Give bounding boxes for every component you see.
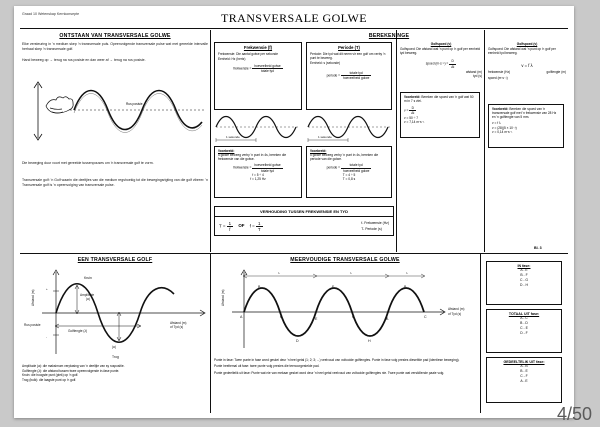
- wavespeed-2-example-title: Voorbeeld:: [492, 107, 509, 111]
- frequency-example-den: totale tyd: [260, 168, 274, 173]
- wavespeed-2-example-text: Bereken die spoed van 'n transversale golf met 'n frekwensie van 28 Hz en 'n golflengte van 5 mm.: [492, 107, 557, 120]
- left-para-4: Transversale golf: 'n Golf waarin die deeltjies van die medium regshoekig tot die bewegingsrigting van die golf vibreer. 'n Transversale golf is 'n opeenvolging van transversale pulse.: [22, 178, 208, 187]
- phase-totaal-row-3: D - F: [520, 330, 528, 335]
- svg-text:1 sekonde: 1 sekonde: [318, 135, 332, 139]
- multi-wave-definitions: [214, 358, 474, 375]
- page-title-text: TRANSVERSALE GOLWE: [221, 11, 367, 25]
- period-example-text: 5 golwe beweeg verby 'n punt in 4s, bereken die periode van die golwe.: [310, 153, 379, 162]
- period-formula-fraction: [341, 71, 371, 80]
- wavespeed-2-label-wavelength: golflengte (m): [546, 69, 566, 74]
- phase-gedeeltelik-row-2: C - F: [520, 373, 528, 378]
- relation-eq-left-frac: [227, 221, 233, 232]
- svg-text:Afstand (m): Afstand (m): [31, 289, 35, 306]
- relation-eq-right: f =: [249, 223, 255, 229]
- svg-text:1 sekonde: 1 sekonde: [226, 135, 240, 139]
- relation-eq-left-num: 1: [228, 220, 232, 226]
- svg-text:F: F: [332, 285, 335, 289]
- svg-text:A: A: [386, 317, 389, 321]
- phase-gedeeltelik-row-1: B - E: [520, 368, 528, 373]
- single-wave-heading: EEN TRANSVERSALE GOLF: [77, 257, 153, 263]
- period-example-calc: T = 4 ÷ 5: [342, 172, 356, 177]
- wavespeed-2-example-box: [488, 104, 564, 148]
- period-formula-lhs: periode =: [326, 73, 341, 78]
- relation-box: [214, 206, 394, 236]
- section-divider-horizontal: [20, 253, 568, 254]
- title-divider: [20, 28, 568, 29]
- period-example-num: totale tyd: [341, 163, 371, 168]
- worksheet-page: [14, 6, 574, 418]
- frequency-period-waveforms: [214, 110, 392, 144]
- column-divider-4: [210, 253, 211, 413]
- wavespeed-1-line1-den: Δt: [411, 111, 415, 116]
- wave-illustration: [22, 66, 208, 156]
- wavespeed-2-heading: Golfspoed (v): [516, 42, 538, 46]
- wavespeed-1-frac-num: D: [449, 59, 456, 64]
- phase-gedeeltelik-row-0: A - B: [520, 364, 528, 368]
- wavespeed-1-note-num: afstand (m): [465, 69, 482, 74]
- svg-text:of Tyd (s): of Tyd (s): [448, 312, 462, 316]
- single-wave-def-0: Amplitude (a): die maksimum verplasing van 'n deeltjie van sy ruspositie.: [22, 364, 125, 368]
- left-para-2: Hand beweeg op → terug na rus posisie en dan weer af → terug na rus posisie.: [22, 58, 146, 62]
- phase-in-row-2: C - G: [519, 277, 529, 282]
- single-wave-def-2: Kruin: die hoogste punt (piek) op 'n golf.: [22, 373, 79, 378]
- svg-text:A: A: [240, 315, 243, 319]
- wavespeed-1-example-title: Voorbeeld:: [404, 95, 421, 99]
- single-wave-definitions: [22, 364, 208, 383]
- svg-text:(a): (a): [86, 297, 90, 301]
- wavespeed-1-fraction: [449, 59, 456, 68]
- wavespeed-1-example-box: [400, 92, 480, 138]
- left-para-3: Die beweging duur voort met gereelde tussenpouses om 'n transversale golf te vorm.: [22, 161, 154, 165]
- page-header-small: Graad 10 Wetenskap Kernkonsepte: [22, 12, 80, 16]
- phase-in-row-0: A - E: [520, 268, 528, 272]
- svg-text:Trog: Trog: [112, 355, 119, 359]
- page-label: Bl. 3: [534, 246, 542, 250]
- wavespeed-2-speed-label: spoed (m·s⁻¹): [488, 76, 508, 81]
- svg-text:B: B: [258, 285, 261, 289]
- single-wave-def-1: Golflengte (λ): die afstand tussen twee opeenvolgende in-fase punte.: [22, 368, 120, 373]
- frequency-example-fraction: [252, 163, 282, 172]
- left-para-1: Elke versteuring in 'n medium skep 'n transversale puls. Opeenvolgende transversale pulse wat met gereelde intervalle herhaal skep 'n transversale golf.: [22, 42, 208, 51]
- svg-text:Amplitude: Amplitude: [80, 293, 95, 297]
- frequency-example-box: [214, 146, 302, 198]
- frequency-example-num: hoeveelheid golwe: [254, 163, 281, 168]
- frequency-formula-lhs: frekwensie =: [233, 66, 252, 71]
- relation-eq-left-den: f: [229, 226, 231, 232]
- wavespeed-2-formula: v = f λ: [521, 63, 533, 69]
- period-box: [306, 42, 392, 110]
- period-example-box: [306, 146, 392, 198]
- period-box-heading: Periode (T): [338, 45, 360, 50]
- period-formula-den: hoeveelheid golwe: [342, 76, 370, 81]
- svg-text:G: G: [352, 315, 355, 319]
- frequency-definition: Frekwensie: Die aantal golwe per sekonde: [218, 51, 279, 56]
- wavespeed-2-line1: v = f λ: [492, 121, 501, 126]
- phase-totaal-row-1: B - D: [520, 320, 528, 325]
- wavespeed-1-definition: Golfspoed: Die afstand wat 'n punt op 'n golf per eenheid tyd beweeg.: [400, 47, 481, 56]
- period-example-den: hoeveelheid golwe: [342, 168, 370, 173]
- column-divider-2: [396, 30, 397, 252]
- svg-text:Rus posisie: Rus posisie: [24, 323, 41, 327]
- svg-text:H: H: [368, 339, 371, 343]
- relation-eq-left: T =: [219, 223, 226, 229]
- phase-gedeeltelik-row-3: A - E: [520, 378, 528, 383]
- page-title: [14, 11, 574, 26]
- column-divider-1: [210, 30, 211, 252]
- svg-text:+: +: [46, 287, 48, 291]
- svg-text:Afstand (m): Afstand (m): [448, 307, 465, 311]
- svg-text:λ: λ: [278, 271, 280, 275]
- period-example-answer: T = 0,8 s: [342, 176, 356, 181]
- frequency-unit: Eenheid: Hz (hertz): [218, 56, 246, 61]
- svg-text:λ: λ: [406, 271, 408, 275]
- wavespeed-2-definition: Golfspoed: Die afstand wat 'n punt op 'n golf per eenheid tyd beweeg.: [488, 47, 556, 56]
- phase-box-totaal-title: TOTAAL UIT fase:: [508, 312, 540, 316]
- phase-box-totaal-uit-fase: [486, 309, 562, 353]
- svg-text:-: -: [46, 335, 47, 339]
- phase-totaal-row-0: A - C: [520, 316, 528, 320]
- wavespeed-1-line1-frac: [409, 106, 416, 115]
- frequency-box-heading: Frekwensie (f): [243, 45, 273, 50]
- period-example-title: Voorbeeld:: [310, 149, 327, 153]
- frequency-formula-num: hoeveelheid golwe: [254, 63, 281, 68]
- phase-box-in-fase-title: IN fase:: [517, 264, 531, 268]
- frequency-example-title: Voorbeeld:: [218, 149, 235, 153]
- frequency-example-lhs: frekwensie =: [233, 165, 252, 170]
- svg-text:(a): (a): [112, 345, 116, 349]
- svg-text:Afstand (m): Afstand (m): [170, 321, 187, 325]
- svg-text:Kruin: Kruin: [84, 276, 92, 280]
- svg-text:E: E: [315, 317, 318, 321]
- wavespeed-1-example-text: Bereken die spoed van 'n golf wat 50 m in 7 s vlei.: [404, 95, 474, 104]
- frequency-box: [214, 42, 302, 110]
- wavespeed-1-line1-num: D: [409, 106, 416, 111]
- wavespeed-1-line2: v = 50 ÷ 7: [404, 115, 419, 120]
- relation-key-f: f- Frekwensie (Hz): [361, 221, 389, 225]
- multi-wave-def-1: Punte heeltemal uit fase: twee punte volg presies die teenoorgestelde pad.: [214, 364, 320, 369]
- svg-text:C: C: [424, 315, 427, 319]
- viewer-page-indicator: 4/50: [556, 404, 592, 424]
- phase-totaal-row-2: C - E: [520, 325, 528, 330]
- relation-eq-right-den: T: [257, 226, 261, 232]
- svg-text:of Tyd (s): of Tyd (s): [170, 325, 184, 329]
- phase-box-in-fase: [486, 261, 562, 305]
- period-definition: Periode: Die tyd wat dit neem vir een golf om verby 'n punt te beweeg.: [310, 51, 386, 60]
- phase-in-row-3: D - H: [520, 282, 528, 287]
- wavespeed-1-line1: v =: [404, 108, 409, 113]
- period-formula-num: totale tyd: [341, 71, 371, 76]
- phase-box-gedeeltelik-uit-fase: [486, 357, 562, 403]
- svg-text:λ: λ: [350, 271, 352, 275]
- wavespeed-2-line2: v = (28)(5 × 10⁻³): [492, 125, 517, 130]
- relation-eq-right-num: 1: [256, 221, 263, 227]
- svg-text:Afstand (m): Afstand (m): [221, 289, 225, 306]
- phase-in-row-1: B - F: [520, 272, 528, 277]
- relation-or: OF: [238, 223, 245, 229]
- wavespeed-2-line3: v = 0,14 m·s⁻¹: [492, 129, 513, 134]
- wavespeed-1-note-den: tyd (s): [473, 73, 482, 78]
- frequency-formula-den: totale tyd: [260, 68, 274, 73]
- single-wave-def-3: Trog (bulk): die laagste punt op 'n golf.: [22, 377, 77, 382]
- period-example-fraction: [341, 163, 371, 172]
- wavespeed-1-frac-den: Δt: [451, 64, 455, 69]
- calculations-heading: BEREKENINGE: [368, 33, 410, 39]
- period-example-lhs: periode =: [326, 165, 341, 170]
- svg-text:C: C: [280, 315, 283, 319]
- rest-position-label: Rus posisie: [126, 102, 143, 106]
- wavespeed-1-formula-lhs: spoed (m·s⁻¹) =: [425, 61, 449, 66]
- single-wave-diagram: [22, 266, 208, 362]
- column-divider-5: [480, 253, 481, 413]
- relation-heading: VERHOUDING TUSSEN FREKWENSIE EN TYD: [259, 209, 348, 214]
- multi-wave-diagram: [214, 266, 476, 356]
- column-divider-3: [484, 30, 485, 252]
- frequency-example-text: 5 golwe beweeg verby 'n punt in 4s, bereken die frekwensie van die golwe.: [218, 153, 287, 162]
- period-unit: Eenheid: s (sekonde): [310, 60, 341, 65]
- left-section-heading: ONTSTAAN VAN TRANSVERSALE GOLWE: [59, 33, 171, 39]
- svg-text:D: D: [296, 339, 299, 343]
- svg-text:B: B: [404, 285, 407, 289]
- multi-wave-def-0: Punte in fase: Twee punte in fase word geskei deur 'n heel getal (1; 2; 3; ...) veelvoud van voltooide golflengtes. Punte in fase volg presies dieselfde pad (identiese beweging).: [214, 358, 460, 362]
- multi-wave-heading: MEERVOUDIGE TRANSVERSALE GOLWE: [290, 257, 400, 263]
- svg-text:Golflengte (λ): Golflengte (λ): [68, 329, 88, 333]
- frequency-example-answer: f = 1,25 Hz: [250, 176, 266, 181]
- wavespeed-1-line3: v = 7,14 m·s⁻¹: [404, 119, 425, 124]
- frequency-example-calc: f = 5 ÷ 4: [252, 172, 264, 177]
- frequency-formula-fraction: [252, 64, 282, 73]
- relation-eq-right-frac: [256, 221, 263, 232]
- phase-box-gedeeltelik-title: GEDEELTELIK UIT fase:: [503, 360, 545, 364]
- relation-key-t: T- Periode (s): [361, 227, 382, 232]
- multi-wave-def-2: Punte gedeeltelik uit fase: Punte wat nie van mekaar geskei word deur 'n heel getal veelvoud van voltooide golflengtes nie. Twee punte wat verskillende paaie volg.: [214, 370, 445, 375]
- wavespeed-1-heading: Golfspoed (v): [430, 42, 452, 46]
- wavespeed-2-label-frequency: frekwensie (Hz): [488, 69, 511, 74]
